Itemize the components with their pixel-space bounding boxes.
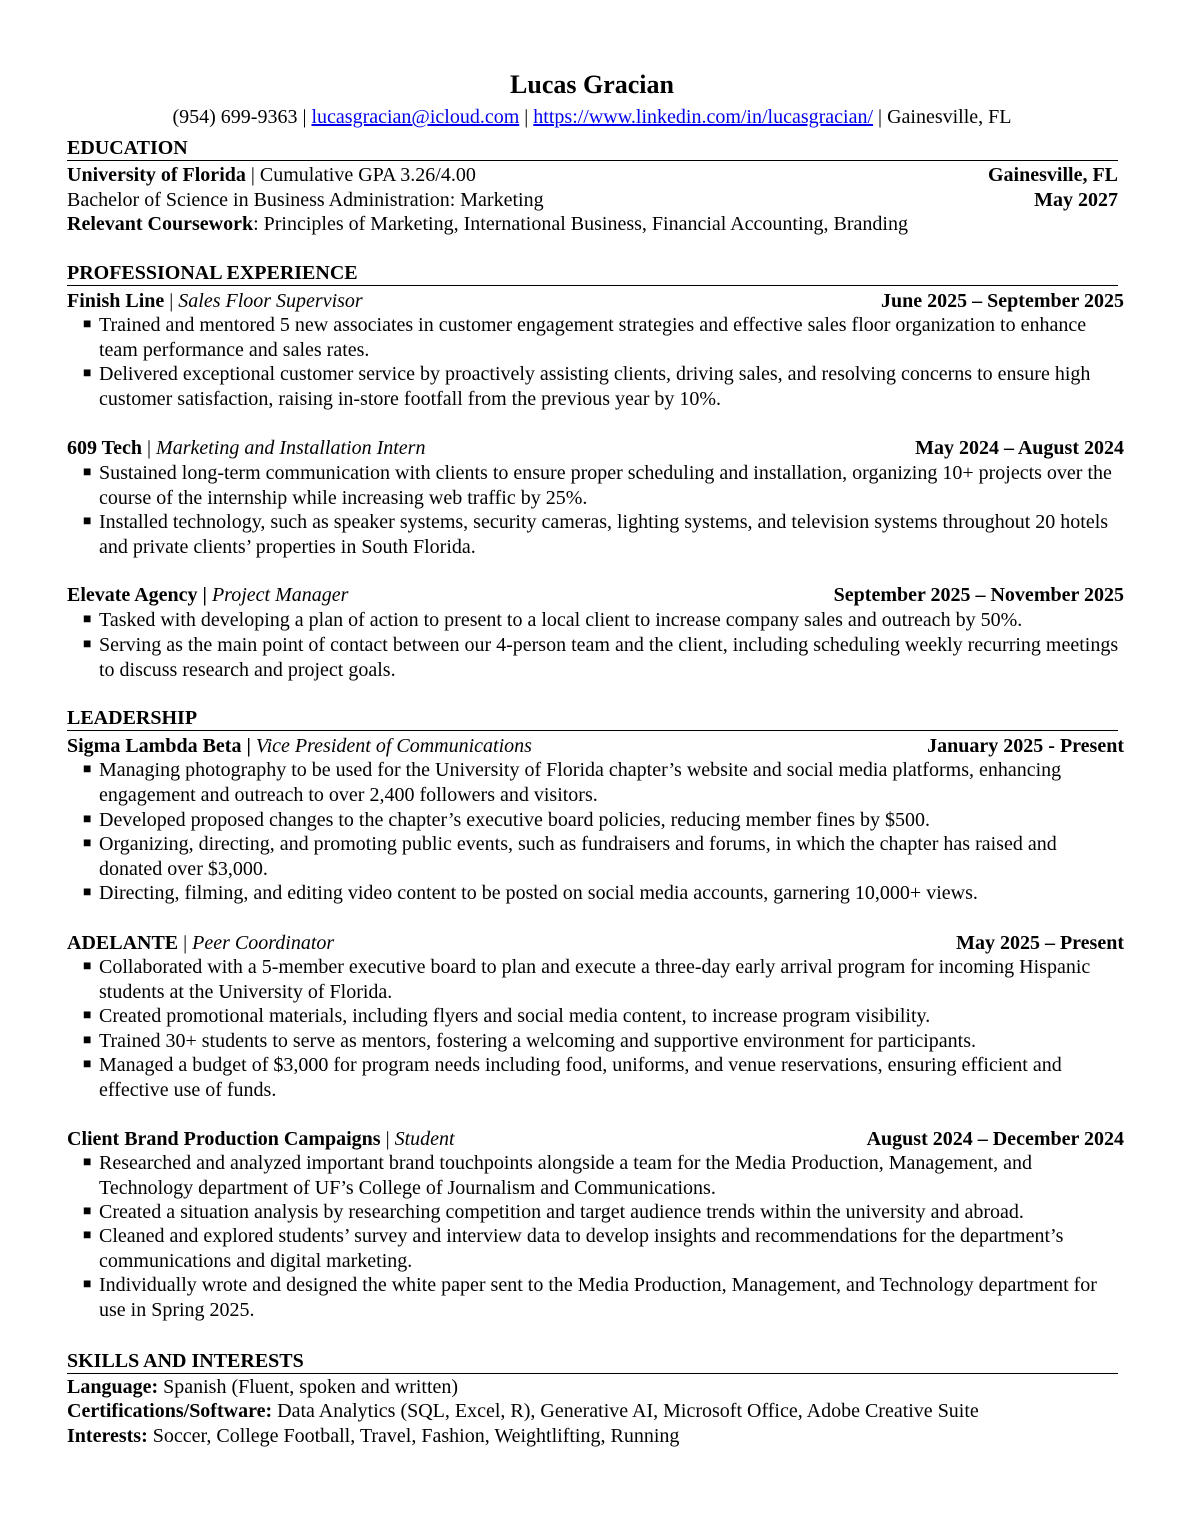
section-heading-experience: PROFESSIONAL EXPERIENCE (67, 261, 1118, 286)
list-item: ■ Collaborated with a 5-member executive board to plan and execute a three-day early arrival program for incoming Hispanic students at the University of Florida. (83, 956, 1091, 1003)
coursework-line: Relevant Coursework: Principles of Marketing, International Business, Financial Accounting, Branding (67, 213, 908, 235)
linkedin-link[interactable]: https://www.linkedin.com/in/lucasgracian/ (533, 106, 874, 128)
skills-interests: Interests: Soccer, College Football, Travel, Fashion, Weightlifting, Running (67, 1425, 680, 1447)
school-name: University of Florida (67, 164, 246, 186)
list-item: ■ Sustained long-term communication with clients to ensure proper scheduling and installation, organizing 10+ projects over the course of the internship while increasing web traffic by 25%. (83, 462, 1112, 509)
role-header: Sigma Lambda Beta | Vice President of Communications January 2025 - Present (67, 735, 1124, 757)
skills-certifications: Certifications/Software: Data Analytics (SQL, Excel, R), Generative AI, Microsoft Office, Adobe Creative Suite (67, 1400, 979, 1422)
role-header: ADELANTE | Peer Coordinator May 2025 – Present (67, 932, 1124, 954)
gpa: Cumulative GPA 3.26/4.00 (259, 164, 476, 186)
section-heading-education: EDUCATION (67, 136, 1118, 161)
list-item: ■ Researched and analyzed important brand touchpoints alongside a team for the Media Production, Management, and Technology department of UF’s College of Journalism and Communications. (83, 1152, 1033, 1199)
list-item: ■ Individually wrote and designed the white paper sent to the Media Production, Management, and Technology department for use in Spring 2025. (83, 1274, 1097, 1321)
section-heading-leadership: LEADERSHIP (67, 706, 1118, 731)
section-heading-skills: SKILLS AND INTERESTS (67, 1349, 1118, 1374)
list-item: ■ Developed proposed changes to the chapter’s executive board policies, reducing member fines by $500. (83, 809, 931, 831)
degree: Bachelor of Science in Business Administration: Marketing (67, 189, 544, 211)
location: Gainesville, FL (887, 106, 1012, 128)
email-link[interactable]: lucasgracian@icloud.com (311, 106, 520, 128)
list-item: ■ Created promotional materials, including flyers and social media content, to increase program visibility. (83, 1005, 931, 1027)
grad-date: May 2027 (1034, 189, 1118, 211)
job-header: Elevate Agency | Project Manager September 2025 – November 2025 (67, 584, 1124, 606)
phone: (954) 699-9363 (172, 106, 298, 128)
education-degree-line (67, 188, 1118, 212)
list-item: ■ Delivered exceptional customer service by proactively assisting clients, driving sales, and resolving concerns to ensure high customer satisfaction, raising in-store footfall from the previous year by 10%. (83, 363, 1091, 410)
job-header: Finish Line | Sales Floor Supervisor June 2025 – September 2025 (67, 290, 1124, 312)
list-item: ■ Organizing, directing, and promoting public events, such as fundraisers and forums, in which the chapter has raised and donated over $3,000. (83, 833, 1057, 880)
role-header: Client Brand Production Campaigns | Student August 2024 – December 2024 (67, 1128, 1124, 1150)
list-item: ■ Tasked with developing a plan of action to present to a local client to increase company sales and outreach by 50%. (83, 609, 1023, 631)
list-item: ■ Trained and mentored 5 new associates in customer engagement strategies and effective sales floor organization to enhance team performance and sales rates. (83, 314, 1087, 361)
list-item: ■ Trained 30+ students to serve as mentors, fostering a welcoming and supportive environment for participants. (83, 1030, 977, 1052)
skills-language: Language: Spanish (Fluent, spoken and written) (67, 1376, 459, 1398)
list-item: ■ Created a situation analysis by researching competition and target audience trends within the university and abroad. (83, 1201, 1024, 1223)
list-item: ■ Installed technology, such as speaker systems, security cameras, lighting systems, and television systems throughout 20 hotels and private clients’ properties in South Florida. (83, 511, 1109, 558)
list-item: ■ Directing, filming, and editing video content to be posted on social media accounts, garnering 10,000+ views. (83, 882, 978, 904)
education-school-line: University of Florida | Cumulative GPA 3.26/4.00 Gainesville, FL (67, 164, 1118, 186)
job-header: 609 Tech | Marketing and Installation Intern May 2024 – August 2024 (67, 437, 1124, 459)
list-item: ■ Cleaned and explored students’ survey and interview data to develop insights and recommendations for the department’s communications and digital marketing. (83, 1225, 1064, 1272)
list-item: ■ Managed a budget of $3,000 for program needs including food, uniforms, and venue reservations, ensuring efficient and effective use of funds. (83, 1054, 1062, 1101)
school-location: Gainesville, FL (988, 164, 1118, 186)
list-item: ■ Managing photography to be used for the University of Florida chapter’s website and social media platforms, enhancing engagement and outreach to over 2,400 followers and visitors. (83, 759, 1062, 806)
contact-line: (954) 699-9363 | lucasgracian@icloud.com | https://www.linkedin.com/in/lucasgracian/ | Gainesville, FL (172, 106, 1012, 128)
list-item: ■ Serving as the main point of contact between our 4-person team and the client, including scheduling weekly recurring meetings to discuss research and project goals. (83, 634, 1119, 681)
candidate-name: Lucas Gracian (510, 70, 674, 99)
